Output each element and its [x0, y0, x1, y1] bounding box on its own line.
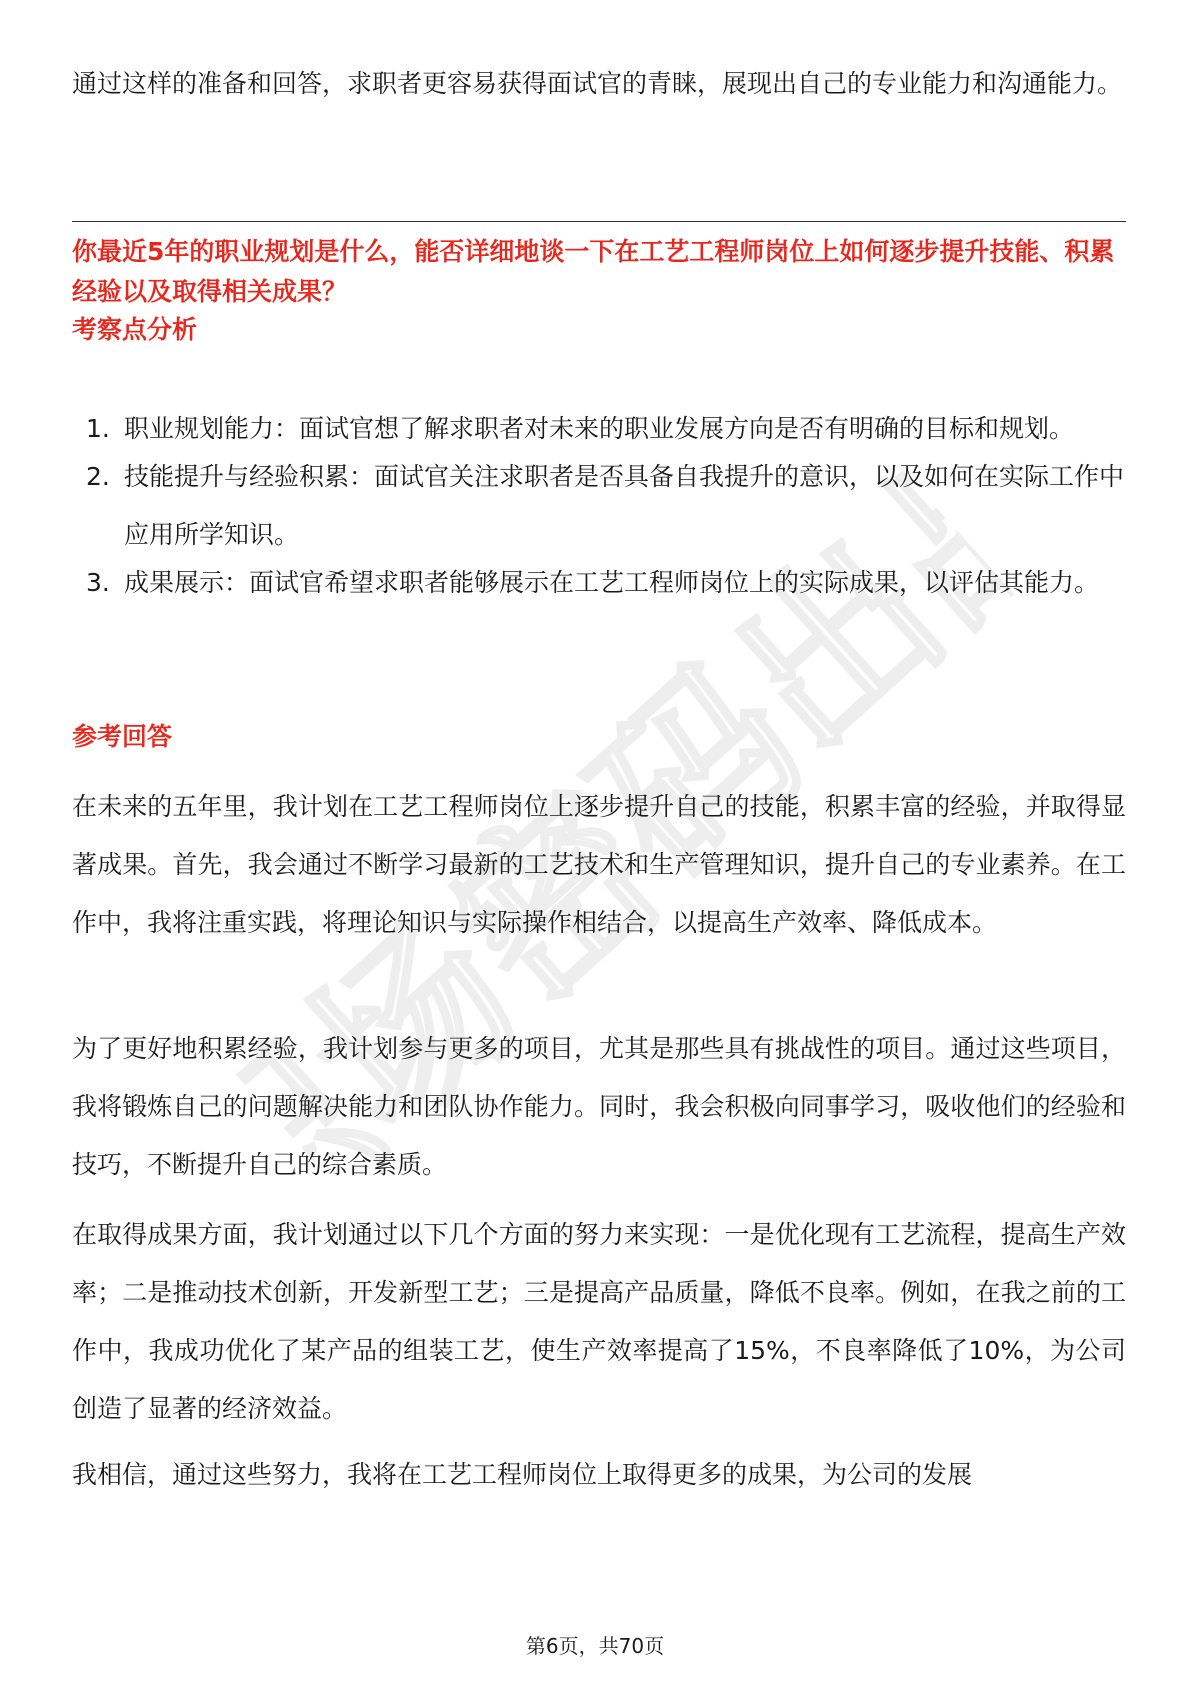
list-number: 2. [86, 462, 110, 491]
analysis-list [72, 400, 1126, 612]
answer-paragraph: 在未来的五年里，我计划在工艺工程师岗位上逐步提升自己的技能，积累丰富的经验，并取得显著成果。首先，我会通过不断学习最新的工艺技术和生产管理知识，提升自己的专业素养。在工作中，我将注重实践，将理论知识与实际操作相结合，以提高生产效率、降低成本。 [72, 792, 1126, 937]
section-divider [72, 221, 1126, 222]
answer-paragraph: 为了更好地积累经验，我计划参与更多的项目，尤其是那些具有挑战性的项目。通过这些项目，我将锻炼自己的问题解决能力和团队协作能力。同时，我会积极向同事学习，吸收他们的经验和技巧，不断提升自己的综合素质。 [72, 1034, 1126, 1179]
reference-heading: 参考回答 [72, 722, 173, 751]
page-footer: 第6页，共70页 [525, 1634, 665, 1658]
analysis-heading: 考察点分析 [72, 315, 198, 344]
list-item [72, 554, 1126, 612]
list-item-text: 成果展示：面试官希望求职者能够展示在工艺工程师岗位上的实际成果，以评估其能力。 [124, 568, 1100, 597]
answer-paragraph: 在取得成果方面，我计划通过以下几个方面的努力来实现：一是优化现有工艺流程，提高生产效率；二是推动技术创新，开发新型工艺；三是提高产品质量，降低不良率。例如，在我之前的工作中，我成功优化了某产品的组装工艺，使生产效率提高了15%，不良率降低了10%，为公司创造了显著的经济效益。 [72, 1220, 1126, 1423]
question-title: 你最近5年的职业规划是什么，能否详细地谈一下在工艺工程师岗位上如何逐步提升技能、积累经验以及取得相关成果？ [72, 237, 1115, 306]
list-item [72, 448, 1126, 564]
list-number: 3. [86, 568, 110, 597]
list-number: 1. [86, 414, 110, 443]
intro-paragraph: 通过这样的准备和回答，求职者更容易获得面试官的青睐，展现出自己的专业能力和沟通能力。 [72, 69, 1123, 98]
list-item-text: 技能提升与经验积累：面试官关注求职者是否具备自我提升的意识，以及如何在实际工作中应用所学知识。 [124, 462, 1125, 549]
answer-paragraph: 我相信，通过这些努力，我将在工艺工程师岗位上取得更多的成果，为公司的发展 [72, 1460, 973, 1489]
list-item-text: 职业规划能力：面试官想了解求职者对未来的职业发展方向是否有明确的目标和规划。 [124, 414, 1075, 443]
watermark-text: 职场密码出品 [201, 434, 1059, 1246]
